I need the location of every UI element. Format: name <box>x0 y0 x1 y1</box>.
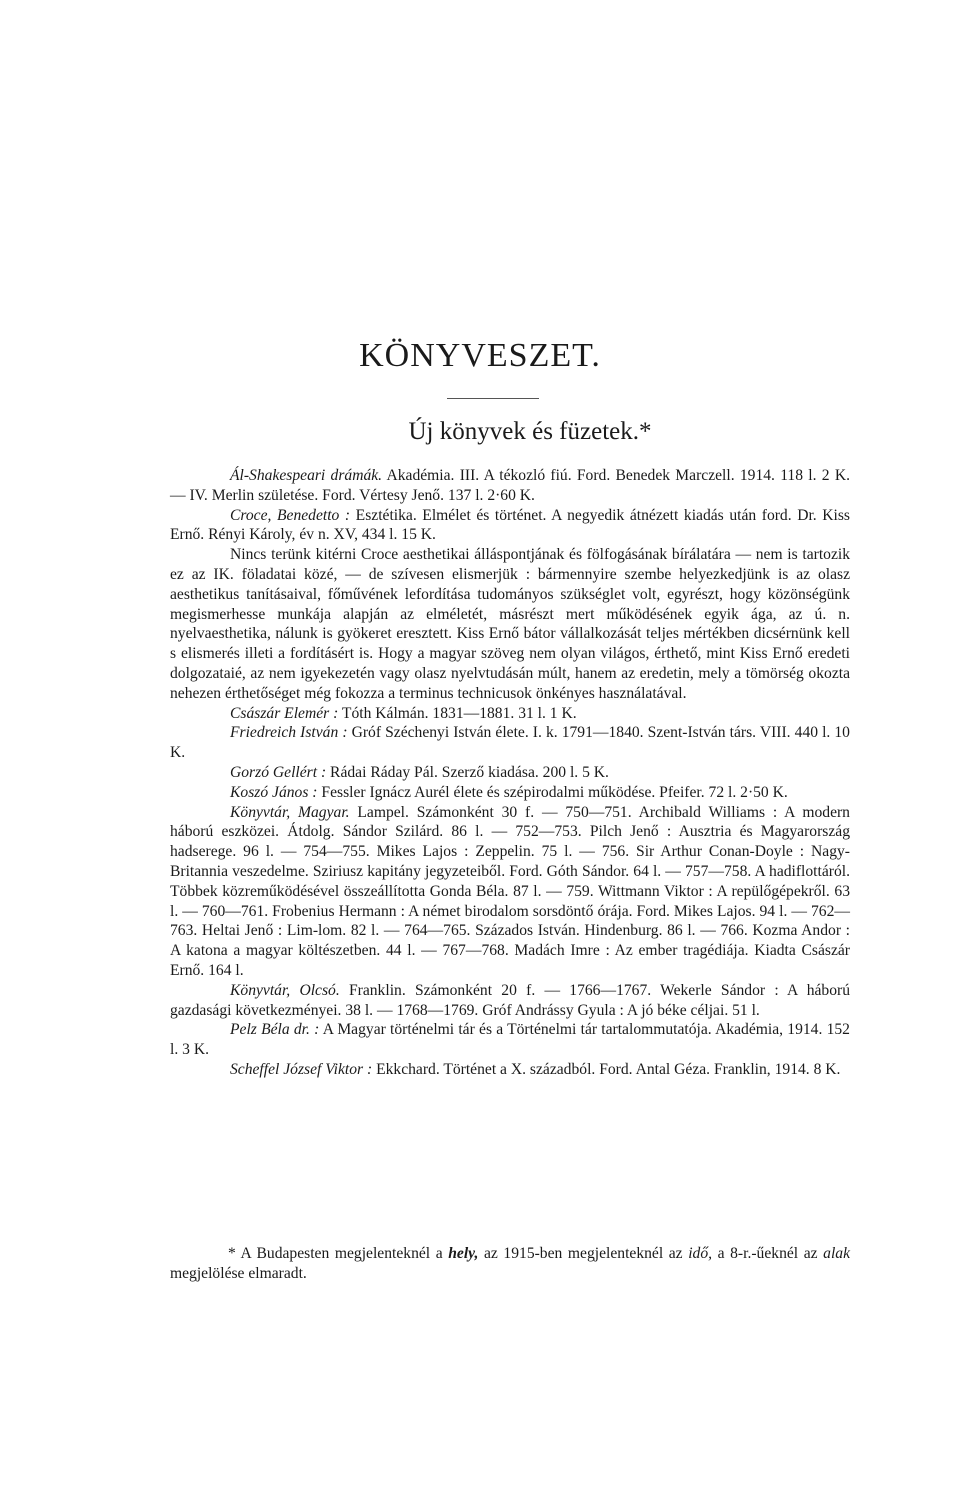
footnote-part: az 1915-ben megjelenteknél az <box>478 1245 689 1262</box>
entry-author: Koszó János : <box>230 783 318 801</box>
entry-text: Nincs terünk kitérni Croce aesthetikai álláspontjának és fölfogásának bírálatára — nem is tartozik ez az IK. föladatai közé, — de szívesen elismerjük : bármennyire szembe helyezkedjünk is az olasz aesthetikus tanításaival, főművének lefordítása tudományos szükséglet volt, egyrészt, hogy közönségünk megismerhesse munkája alapján az elméletét, másrészt mert működésének egyik ága, az ú. n. nyelvaesthetika, nálunk is gyökeret eresztett. Kiss Ernő bátor vállalkozását teljes mértékben dicsérnünk kell s elismerés illeti a fordításért is. Hogy a magyar szöveg nem olyan világos, érthető, mint Kiss Ernő eredeti dolgozataié, az nem igyekezetén vagy olasz nyelvtudásán múlt, hanem az eredetin, mely a tömörség okozta nehezen érthetőséget még fokozza a terminus technicusok önkényes használatával. <box>170 546 850 702</box>
entry-text: Lampel. Számonként 30 f. — 750—751. Archibald Williams : A modern háború eszközei. Átdolg. Sándor Szilárd. 86 l. — 752—753. Pilch Jenő : Ausztria és Magyarország hadserege. 96 l. — 754—755. Mikes Lajos : Zeppelin. 75 l. — 756. Sir Arthur Conan-Doyle : Nagy-Britannia veszedelme. Sziriusz kapitány jegyzeteiből. Ford. Góth Sándor. 64 l. — 757—758. A hadiflottáról. Többek közreműködésével összeállította Gonda Béla. 87 l. — 759. Wittmann Viktor : A repülőgépekről. 63 l. — 760—761. Frobenius Hermann : A német birodalom sorsdöntő órája. Ford. Mikes Lajos. 94 l. — 762—763. Heltai Jenő : Lim-lom. 82 l. — 764—765. Százados István. Hindenburg. 86 l. — 766. Kozma Andor : A katona a magyar költészetben. 44 l. — 767—768. Madách Imre : Az ember tragédiája. Kiadta Császár Ernő. 164 l. <box>170 803 850 979</box>
entry-author: Gorzó Gellért : <box>230 763 327 781</box>
entry <box>170 704 850 724</box>
entry-author: Könyvtár, Olcsó. <box>230 981 340 999</box>
entry-text: A Magyar történelmi tár és a Történelmi tár tartalommutatója. Akadémia, 1914. 152 l. 3 K. <box>170 1021 850 1059</box>
entry-author: Császár Elemér : <box>230 704 339 722</box>
entry <box>170 466 850 506</box>
entry-text: Franklin. Számonként 20 f. — 1766—1767. Wekerle Sándor : A háború gazdasági következményei. 38 l. — 1768—1769. Gróf Andrássy Gyula : A jó béke céljai. 51 l. <box>170 981 850 1019</box>
entry-text: Akadémia. III. A tékozló fiú. Ford. Benedek Marczell. 1914. 118 l. 2 K. — IV. Merlin születése. Ford. Vértesy Jenő. 137 l. 2·60 K. <box>170 467 850 504</box>
entry-author: Könyvtár, Magyar. <box>230 803 350 821</box>
footnote-emphasis: hely, <box>448 1245 479 1262</box>
section-subtitle: Új könyvek és füzetek.* <box>408 418 652 445</box>
footnote-part: megjelölése elmaradt. <box>170 1265 307 1282</box>
entry-author: Pelz Béla dr. : <box>230 1021 320 1039</box>
footnote-text <box>170 1244 850 1284</box>
entry-review <box>170 545 850 703</box>
entry-text: Gróf Széchenyi István élete. I. k. 1791—1840. Szent-István társ. VIII. 440 l. 10 K. <box>170 724 850 762</box>
entry <box>170 981 850 1021</box>
footnote-part: a 8-r.-űeknél az <box>712 1245 824 1262</box>
entry <box>170 1020 850 1060</box>
footnote <box>170 1244 850 1284</box>
entry <box>170 1060 850 1080</box>
entry <box>170 783 850 803</box>
entry <box>170 763 850 783</box>
entry-author: Croce, Benedetto : <box>230 506 351 524</box>
entry-text: Ekkchard. Történet a X. századból. Ford. Antal Géza. Franklin, 1914. 8 K. <box>372 1060 841 1078</box>
entry-author: Friedreich István : <box>230 724 348 742</box>
entry <box>170 506 850 546</box>
bibliography-list <box>170 466 850 1080</box>
footnote-emphasis: alak <box>823 1245 850 1262</box>
footnote-part: * A Budapesten megjelenteknél a <box>228 1245 449 1262</box>
title-divider <box>447 398 539 399</box>
entry-text: Fessler Ignácz Aurél élete és szépirodalmi működése. Pfeifer. 72 l. 2·50 K. <box>317 783 788 801</box>
entry-text: Esztétika. Elmélet és történet. A negyedik átnézett kiadás után ford. Dr. Kiss Ernő. Rényi Károly, év n. XV, 434 l. 15 K. <box>170 506 850 544</box>
entry-text: Tóth Kálmán. 1831—1881. 31 l. 1 K. <box>338 704 577 722</box>
entry-author: Scheffel József Viktor : <box>230 1060 373 1078</box>
entry <box>170 723 850 763</box>
footnote-emphasis: idő, <box>688 1245 713 1262</box>
entry-author: Ál-Shakespeari drámák. <box>230 467 383 484</box>
entry <box>170 803 850 981</box>
entry-text: Rádai Ráday Pál. Szerző kiadása. 200 l. 5 K. <box>326 763 609 781</box>
page-title: KÖNYVESZET. <box>359 337 601 374</box>
